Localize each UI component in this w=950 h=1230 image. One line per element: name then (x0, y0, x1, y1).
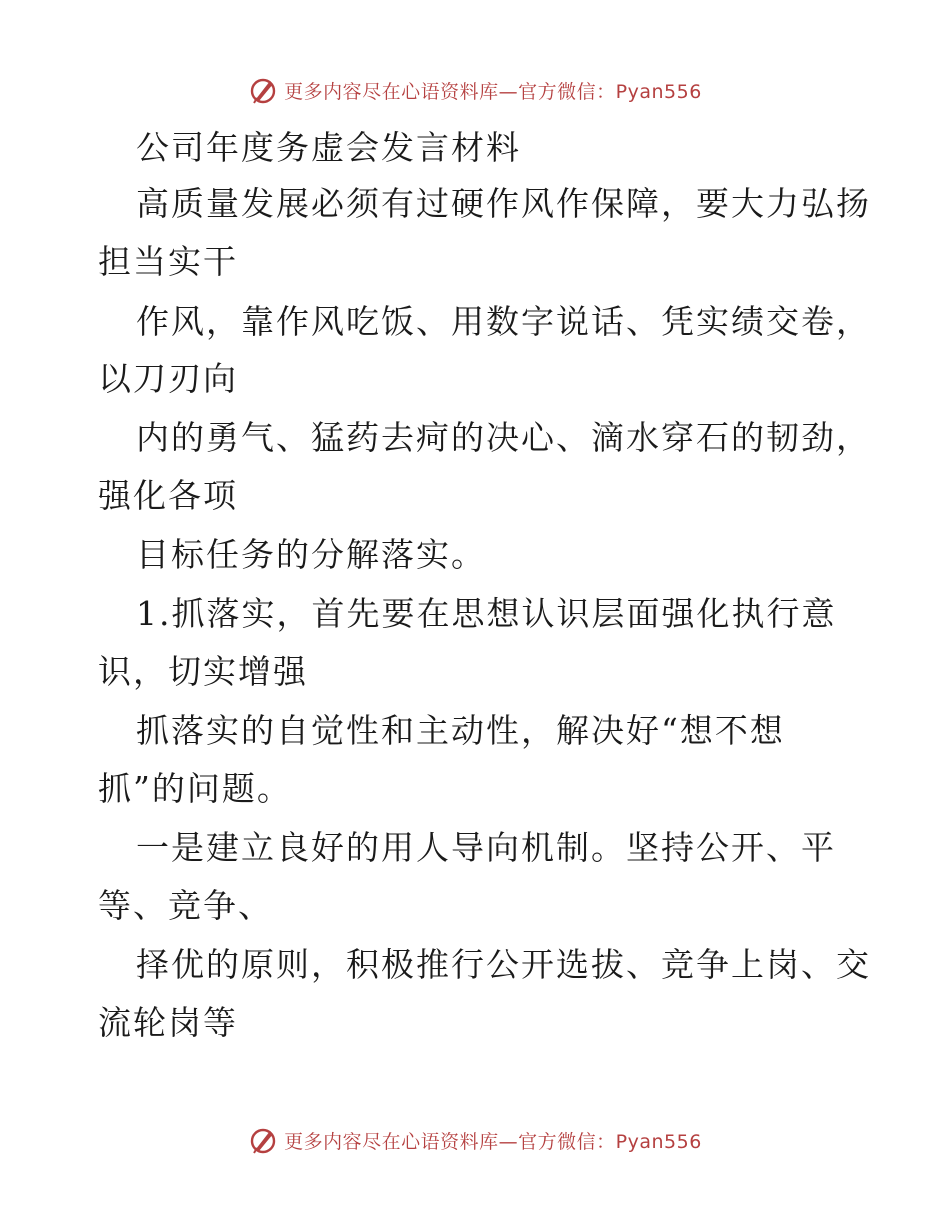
paragraph-line: 一是建立良好的用人导向机制。坚持公开、平 (136, 828, 836, 867)
quill-logo-icon (248, 1125, 278, 1155)
watermark-text: 更多内容尽在心语资料库—官方微信：Pyan556 (284, 80, 702, 103)
paragraph-line: 作风，靠作风吃饭、用数字说话、凭实绩交卷， (136, 302, 871, 341)
header-watermark (0, 70, 950, 110)
paragraph-line: 1.抓落实，首先要在思想认识层面强化执行意 (136, 594, 837, 633)
paragraph-line: 高质量发展必须有过硬作风作保障，要大力弘扬 (136, 184, 871, 223)
document-title: 公司年度务虚会发言材料 (136, 128, 521, 167)
paragraph-line: 强化各项 (98, 476, 238, 515)
watermark-text: 更多内容尽在心语资料库—官方微信：Pyan556 (284, 1130, 702, 1153)
paragraph-line: 内的勇气、猛药去疴的决心、滴水穿石的韧劲， (136, 418, 871, 457)
paragraph-line: 等、竞争、 (98, 886, 273, 925)
paragraph-line: 择优的原则，积极推行公开选拔、竞争上岗、交 (136, 945, 871, 984)
paragraph-line: 抓”的问题。 (98, 769, 292, 808)
paragraph-line: 识，切实增强 (98, 652, 308, 691)
paragraph-line: 抓落实的自觉性和主动性，解决好“想不想 (136, 711, 785, 750)
paragraph-line: 流轮岗等 (98, 1003, 238, 1042)
footer-watermark (0, 1120, 950, 1160)
paragraph-line: 以刀刃向 (98, 359, 238, 398)
paragraph-line: 目标任务的分解落实。 (136, 535, 486, 574)
quill-logo-icon (248, 75, 278, 105)
paragraph-line: 担当实干 (98, 242, 238, 281)
